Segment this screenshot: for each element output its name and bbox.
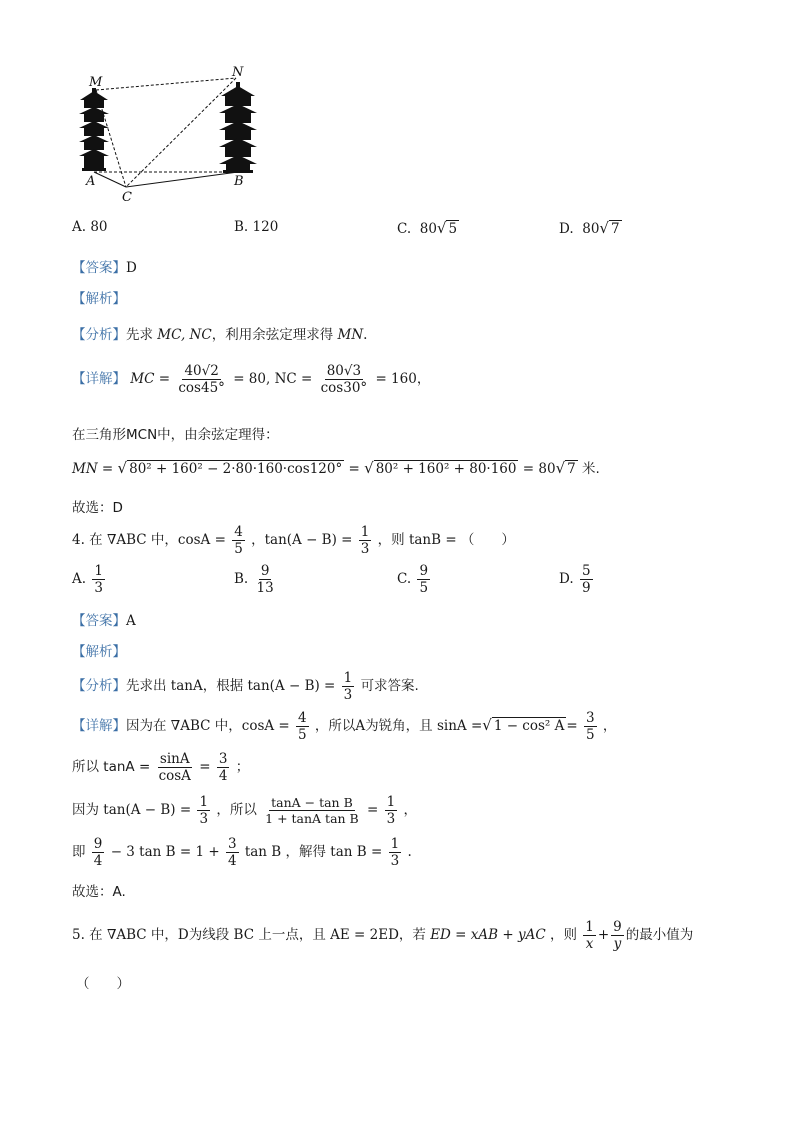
q4-answer: 【答案】A [72, 613, 136, 629]
q3-answer: 【答案】D [72, 260, 137, 276]
q4-fenxi: 【分析】先求出 tanA，根据 tan(A − B) = $\frac{1}{3}$ 可求答案. [72, 670, 419, 704]
q4-detail-3: 因为 tan(A − B) = $\frac{1}{3}$ ，所以 $\frac{\text{tanA − tan B}}{\text{1 + tanA tan B}}$ = $\frac{1}{3}$ ， [72, 794, 418, 828]
q4-option-b: B. $\frac{9}{13}$ [234, 563, 274, 597]
label-n: N [232, 65, 244, 80]
q4-option-a: A. $\frac{1}{3}$ [72, 563, 103, 597]
q4-choose: 故选：A. [72, 884, 126, 900]
label-b: B [234, 174, 244, 189]
label-c: C [122, 190, 132, 205]
q5-stem: 5. 在 ∇ABC 中，D为线段 BC 上一点，且 AE = 2ED，若 ED = xAB + yAC ，则 $\frac{1}{x}$ + $\frac{9}{y}$ 的最小值为 [72, 919, 694, 953]
q3-option-b: B. 120 [234, 219, 279, 235]
q4-analysis-tag: 【解析】 [72, 644, 126, 660]
q4-option-d: D. $\frac{5}{9}$ [559, 563, 591, 597]
q5-bracket: （ ） [76, 976, 130, 992]
q4-option-c: C. $\frac{9}{5}$ [397, 563, 429, 597]
pagoda-a-icon [79, 88, 109, 171]
q3-fenxi: 【分析】先求 MC, NC，利用余弦定理求得 MN. [72, 327, 368, 343]
q3-choose: 故选：D [72, 500, 123, 516]
q4-stem: 4. 在 ∇ABC 中，cosA = $\frac{4}{5}$ ，tan(A − B) = $\frac{1}{3}$ ，则 tanB = （ ） [72, 524, 515, 558]
q3-option-d: D. 80√ 7 [559, 219, 620, 237]
q3-option-a: A. 80 [72, 219, 108, 235]
pagoda-b-icon [219, 82, 257, 173]
q4-detail-2: 所以 tanA = $\frac{\sin A}{\cos A}$ = $\frac{3}{4}$ ； [72, 751, 250, 785]
geometry-figure [70, 60, 270, 205]
q3-line3: MN = √ 80² + 160² − 2·80·160·cos120° = √ 80² + 160² + 80·160 = 80√ 7 米. [72, 459, 600, 477]
q3-line2: 在三角形MCN中，由余弦定理得： [72, 427, 279, 443]
label-m: M [89, 75, 103, 90]
q3-option-c: C. 80√ 5 [397, 219, 458, 237]
q3-analysis-tag: 【解析】 [72, 291, 126, 307]
label-a: A [86, 174, 96, 189]
q4-detail-4: 即 $\frac{9}{4}$ − 3 tan B = 1 + $\frac{3}{4}$ tan B ，解得 tan B = $\frac{1}{3}$ . [72, 836, 412, 870]
q3-detail-eq: 【详解】 MC = $\frac{40√2}{\cos 45^\circ}$ = 80, NC = $\frac{80√3}{\cos 30^\circ}$ = 160， [72, 363, 431, 397]
q4-detail-1: 【详解】因为在 ∇ABC 中，cosA = $\frac{4}{5}$ ，所以A为锐角，且 sinA =√ 1 − cos² A = $\frac{3}{5}$ ， [72, 710, 617, 744]
